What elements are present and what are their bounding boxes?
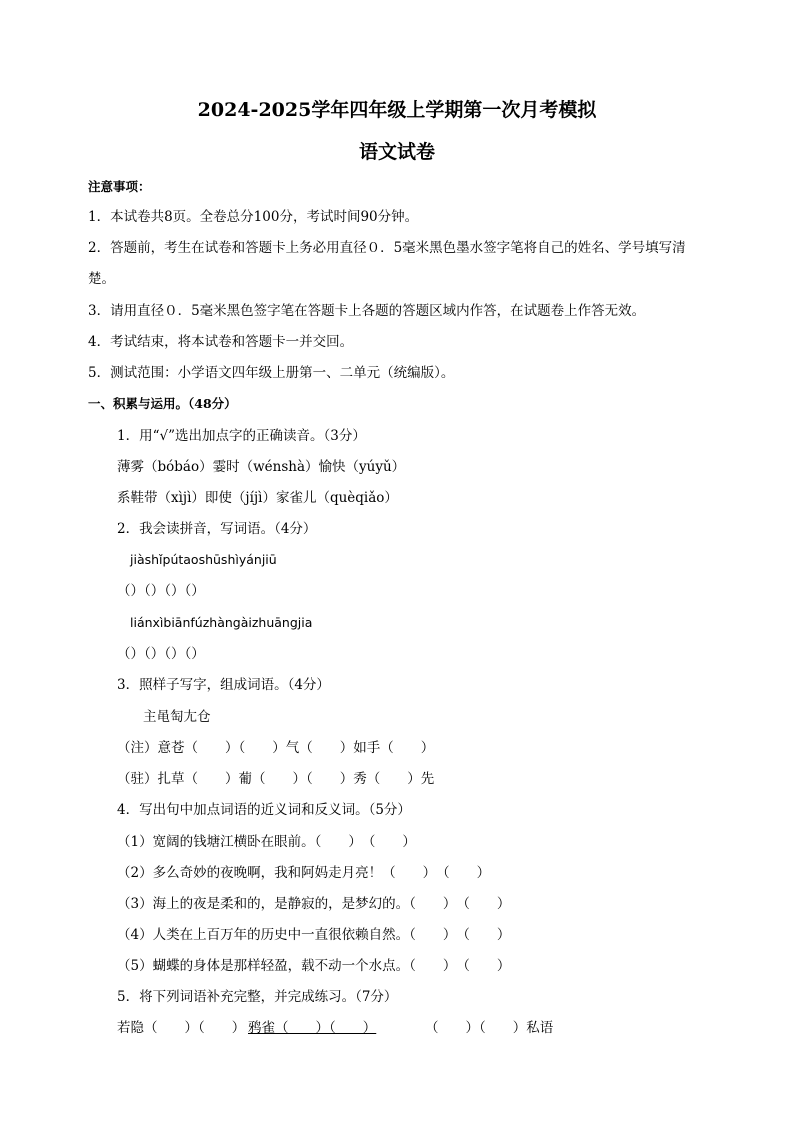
q1-prompt: 1．用“√”选出加点字的正确读音。（3分） (117, 428, 366, 444)
q1-line-2: 系鞋带（xìjì）即使（jíjì）家雀儿（quèqiǎo） (117, 490, 398, 506)
q3-chars: 主黾匋尢仓 (143, 709, 211, 725)
notice-item-5: 5．测试范围：小学语文四年级上册第一、二单元（统编版）。 (88, 365, 455, 381)
q4-item-1: （1）宽阔的钱塘江横卧在眼前。（ ） （ ） (117, 834, 416, 850)
q3-row-2: （驻）扎草（ ）葡（ ）（ ）秀（ ）先 (117, 771, 435, 787)
q2-pinyin-2: liánxìbiānfúzhàngàizhuāngjia (130, 615, 313, 630)
q5-idiom-2: 鸦雀（ ）（ ） (248, 1020, 377, 1036)
page-subtitle: 语文试卷 (358, 141, 435, 163)
notice-item-4: 4．考试结束，将本试卷和答题卡一并交回。 (88, 334, 354, 350)
q2-blanks-2: （）（）（）（） (117, 646, 205, 662)
q4-item-2: （2）多么奇妙的夜晚啊，我和阿妈走月亮！（ ） （ ） (117, 865, 491, 881)
notice-item-2-cont: 楚。 (88, 271, 115, 287)
q5-idiom-3: （ ）（ ）私语 (425, 1020, 554, 1036)
q4-item-5: （5）蝴蝶的身体是那样轻盈，载不动一个水点。（ ） （ ） (117, 958, 511, 974)
q3-row-1: （注）意苍（ ）（ ）气（ ）如手（ ） (117, 740, 435, 756)
q1-line-1: 薄雾（bóbáo）霎时（wénshà）愉快（yúyǔ） (117, 459, 406, 475)
q2-pinyin-1: jiàshǐpútaoshūshìyánjiū (130, 552, 277, 567)
q4-prompt: 4．写出句中加点词语的近义词和反义词。（5分） (117, 802, 411, 818)
q2-blanks-1: （）（）（）（） (117, 583, 205, 599)
q3-prompt: 3．照样子写字，组成词语。（4分） (117, 677, 330, 693)
notice-item-3: 3．请用直径０．5毫米黑色签字笔在答题卡上各题的答题区域内作答，在试题卷上作答无效。 (88, 303, 646, 319)
notice-item-2: 2．答题前，考生在试卷和答题卡上务必用直径０．5毫米黑色墨水签字笔将自己的姓名、学号填写清 (88, 240, 686, 256)
notice-heading: 注意事项： (88, 179, 151, 194)
q4-item-4: （4）人类在上百万年的历史中一直很依赖自然。（ ） （ ） (117, 927, 511, 943)
q2-prompt: 2．我会读拼音，写词语。（4分） (117, 521, 317, 537)
section-heading: 一、积累与运用。（48分） (88, 396, 237, 411)
q5-prompt: 5．将下列词语补充完整，并完成练习。（7分） (117, 989, 398, 1005)
notice-item-1: 1．本试卷共8页。全卷总分100分，考试时间90分钟。 (88, 209, 419, 225)
q5-idiom-1: 若隐（ ）（ ） (117, 1020, 246, 1036)
page-title: 2024-2025学年四年级上学期第一次月考模拟 (197, 99, 597, 121)
q4-item-3: （3）海上的夜是柔和的，是静寂的，是梦幻的。（ ） （ ） (117, 896, 511, 912)
